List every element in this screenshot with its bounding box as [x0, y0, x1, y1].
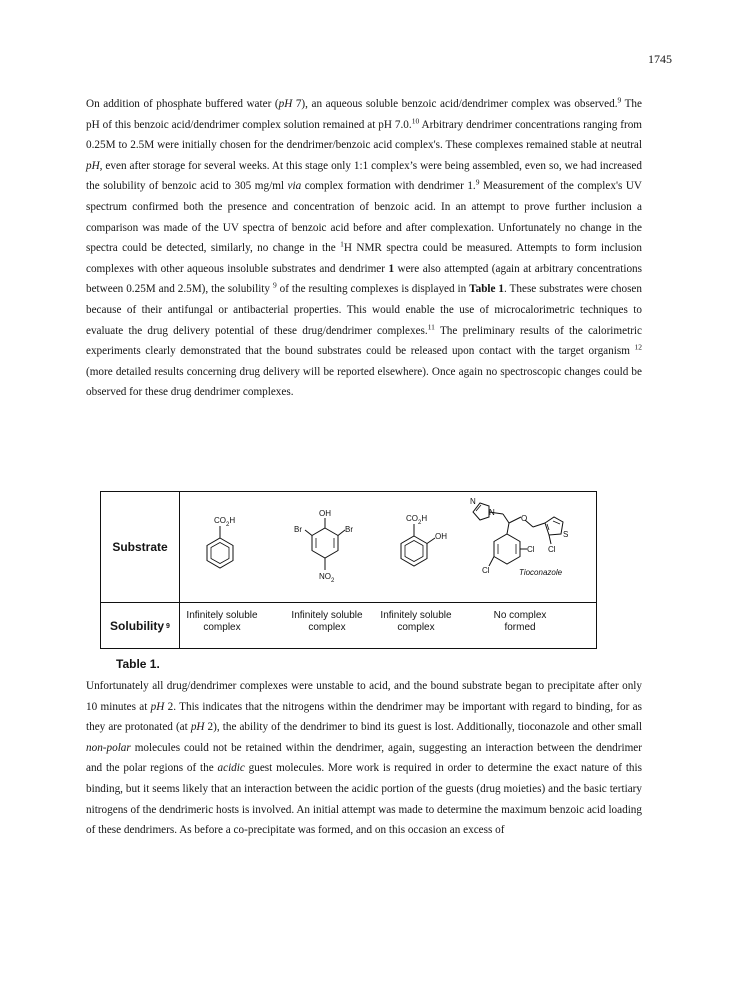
text-run: H NMR spectra could be measured. Attempts to form inclusion complexes with other aqueous insoluble substrates and dendrimer [86, 242, 642, 275]
solubility-cell-line2: complex [397, 622, 435, 633]
solubility-header-label: Solubility [110, 619, 165, 633]
tioconazole-n-top-label: N [470, 497, 476, 506]
text-run: pH, [86, 159, 103, 172]
reference-superscript: 12 [634, 342, 642, 352]
substrate-header: Substrate [101, 492, 180, 602]
text-run: pH [190, 721, 205, 734]
text-run: were also attempted (again at arbitrary concentrations between 0.25M and 2.5M), the solubility [86, 262, 642, 296]
text-run: (more detailed results concerning drug delivery will be reported elsewhere). Once again no spectroscopic changes could be observed for these drug dendrimer complexes. [86, 365, 642, 399]
solubility-cell [368, 610, 464, 634]
text-run: The preliminary results of the calorimetric experiments clearly demonstrated that the bound substrates could be released upon contact with the target organism [86, 324, 642, 358]
solubility-cell-line1: No complex [493, 610, 547, 621]
text-run: molecules could not be retained within the dendrimer, again, suggesting an interaction between the dendrimer and the polar regions of the [86, 741, 642, 775]
dibromonitrophenol-structure [281, 492, 376, 600]
salicylic-oh-label: OH [435, 532, 447, 541]
substrate-table [100, 491, 597, 649]
page-number: 1745 [648, 52, 672, 66]
benzoic-acid-structure [180, 492, 260, 600]
text-run: Table 1 [469, 283, 505, 296]
tioconazole-name-label: Tioconazole [519, 568, 563, 577]
dibromo-br-left-label: Br [294, 525, 302, 534]
reference-superscript: 9 [617, 95, 622, 105]
reference-superscript: 11 [427, 321, 435, 331]
solubility-header [101, 603, 180, 649]
reference-superscript: 9 [475, 177, 480, 187]
tioconazole-cl3-label: Cl [482, 566, 490, 575]
tioconazole-s-label: S [563, 530, 569, 539]
solubility-cell [472, 610, 568, 634]
benzoic-co2h-label: $CO_2H$ [214, 516, 236, 528]
text-run: acidic [217, 762, 245, 775]
solubility-cell-line1: Infinitely soluble [186, 610, 258, 621]
text-run: Measurement of the complex's UV spectrum confirmed both the presence and concentration of benzoic acid. In an attempt to prove further inclusion a comparison was made of the UV spectra of benzoic acid before and after complexation. Unfortunately no change in the spectra could be detected, similarly, no change in the [86, 180, 642, 255]
text-run: complex formation with dendrimer 1. [301, 180, 476, 193]
text-run: 1 [388, 262, 395, 275]
text-run: guest molecules. More work is required in order to determine the exact nature of this binding, but it seems likely that an interaction between the acidic portion of the guests (drug moieties) and the basic tertiary nitrogens of the dendrimeric hosts is involved. An initial attempt was made to determine the maximum benzoic acid loading of these dendrimers. As before a co-precipitate was formed, and on this occasion an excess of [86, 762, 642, 837]
text-run: even after storage for several weeks. At this stage only 1:1 complex’s were being assembled, even so, we had increased the solubility of benzoic acid to 305 mg/ml [86, 159, 642, 193]
solubility-cell-line1: Infinitely soluble [291, 610, 363, 621]
solubility-cell-line2: complex [308, 622, 346, 633]
tioconazole-cl2-label: Cl [548, 545, 556, 554]
structure-cells [180, 492, 596, 602]
dibromo-oh-label: OH [319, 509, 331, 518]
solubility-cell [279, 610, 375, 634]
reference-superscript: 10 [411, 115, 420, 125]
text-run: non-polar [86, 741, 131, 754]
table-caption: Table 1. [116, 657, 160, 671]
text-run: pH [278, 98, 293, 110]
text-run: pH [150, 700, 165, 713]
tioconazole-structure [467, 492, 597, 600]
text-run: via [287, 180, 302, 193]
tioconazole-n-ring-label: N [489, 508, 495, 517]
reference-superscript: 1 [340, 239, 344, 249]
tioconazole-cl1-label: Cl [527, 545, 535, 554]
solubility-cell [174, 610, 270, 634]
text-run: Arbitrary dendrimer concentrations ranging from 0.25M to 2.5M were initially chosen for the dendrimer/benzoic acid complex's. These complexes remained stable at neutral [86, 118, 642, 152]
text-run: On addition of phosphate buffered water ( [86, 98, 279, 110]
text-run: of the resulting complexes is displayed in [276, 283, 470, 296]
solubility-cells [180, 603, 596, 649]
dibromo-no2-label: $NO_2$ [319, 572, 335, 584]
dibromo-br-right-label: Br [345, 525, 353, 534]
text-run: . These substrates were chosen because of their antifungal or antibacterial properties. This would enable the use of microcalorimetric techniques to evaluate the drug delivery potential of these drug/dendrimer complexes. [86, 283, 642, 337]
substrate-row [101, 492, 596, 603]
solubility-row [101, 602, 596, 649]
body-paragraph-2 [86, 676, 642, 841]
text-run: The pH of this benzoic acid/dendrimer complex solution remained at pH 7.0. [86, 98, 642, 131]
solubility-cell-line2: complex [203, 622, 241, 633]
reference-superscript: 9 [272, 280, 277, 290]
text-run: 2), the ability of the dendrimer to bind its guest is lost. Additionally, tioconazole and other small [204, 721, 643, 734]
tioconazole-o-label: O [521, 514, 528, 523]
solubility-cell-line2: formed [504, 622, 536, 633]
salicylic-acid-structure [379, 492, 464, 600]
body-paragraph-1 [86, 94, 642, 403]
text-run: Unfortunately all drug/dendrimer complexes were unstable to acid, and the bound substrate began to precipitate after only 10 minutes at [86, 680, 642, 713]
text-run: 7), an aqueous soluble benzoic acid/dendrimer complex was observed. [292, 98, 618, 110]
solubility-ref: 9 [166, 622, 170, 630]
salicylic-co2h-label: $CO_2H$ [406, 514, 428, 526]
text-run: 2. This indicates that the nitrogens within the dendrimer may be important with regard to binding, for as they are protonated (at [86, 700, 642, 734]
solubility-cell-line1: Infinitely soluble [380, 610, 452, 621]
